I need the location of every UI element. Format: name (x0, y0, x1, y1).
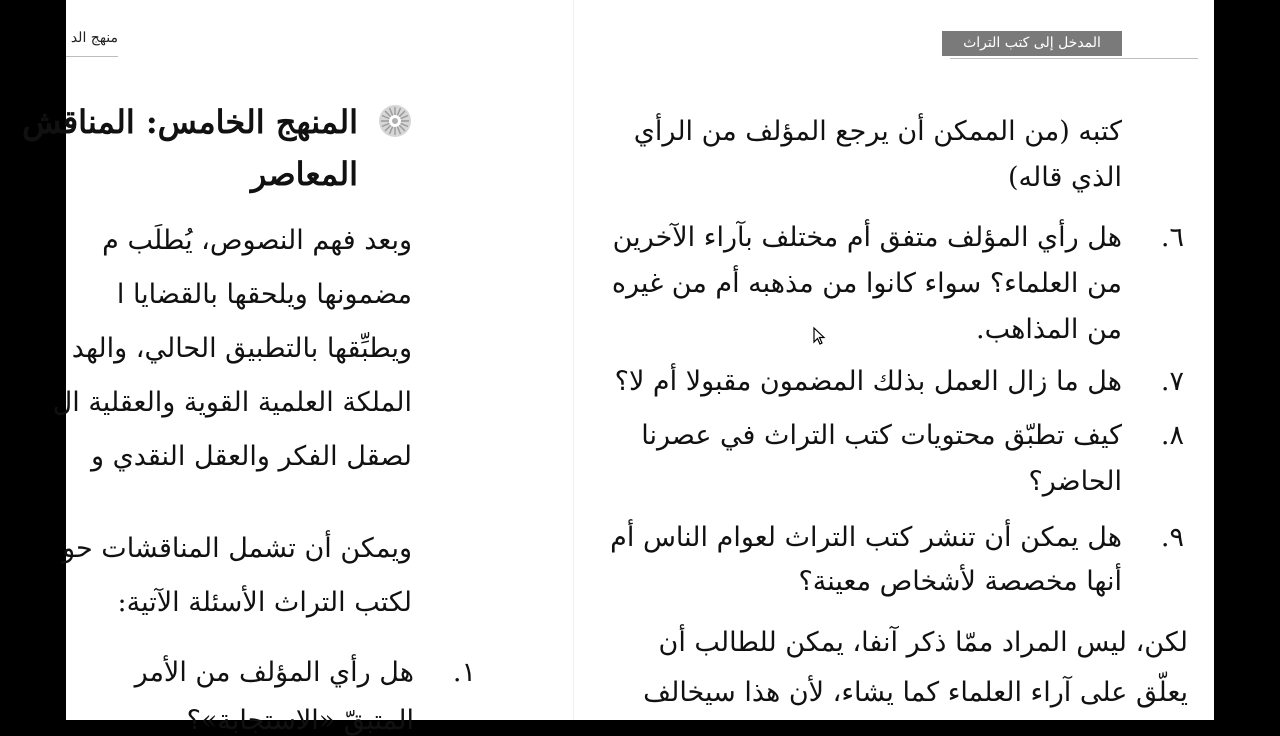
list-item-line: أنها مخصصة لأشخاص معينة؟ (798, 566, 1122, 597)
list-item-line: هل رأي المؤلف متفق أم مختلف بآراء الآخرين (612, 222, 1122, 253)
mouse-pointer-icon (813, 327, 825, 345)
list-number: ١. (452, 657, 476, 688)
list-number: ٧. (1160, 366, 1184, 397)
list-item-line: من العلماء؟ سواء كانوا من مذهبه أم من غيره (611, 268, 1122, 299)
list-item-line: هل ما زال العمل بذلك المضمون مقبولا أم لا؟ (614, 366, 1122, 397)
list-number: ٩. (1160, 522, 1184, 553)
section-title (22, 96, 358, 200)
paragraph-line: وبعد فهم النصوص، يُطلَب م (102, 225, 412, 256)
list-item-line: الحاضر؟ (1028, 466, 1122, 497)
list-item-line: هل يمكن أن تنشر كتب التراث لعوام الناس أم (610, 522, 1122, 553)
list-item-line: المتبقّ «الاستجابة»؟ (186, 705, 414, 736)
right-running-header: المدخل إلى كتب التراث (942, 31, 1122, 56)
section-title-line: المنهج الخامس: المناقش (22, 103, 358, 141)
right-page (574, 0, 1214, 720)
list-number: ٦. (1160, 222, 1184, 253)
left-page (22, 0, 574, 736)
paragraph-line: لكتب التراث الأسئلة الآتية: (117, 587, 412, 618)
paragraph-line: يعلّق على آراء العلماء كما يشاء، لأن هذا سيخالف (643, 677, 1188, 708)
right-header-rule (950, 58, 1198, 59)
section-title-line: المعاصر (250, 155, 358, 193)
paragraph-line: ويمكن أن تشمل المناقشات حو (62, 533, 412, 564)
paragraph-line: لكن، ليس المراد ممّا ذكر آنفا، يمكن للطالب أن (658, 627, 1188, 658)
paragraph-line: الملكة العلمية القوية والعقلية ال (52, 387, 412, 418)
list-item-line: كيف تطبّق محتويات كتب التراث في عصرنا (641, 420, 1122, 451)
paragraph-line: الذي قاله) (1008, 162, 1122, 193)
paragraph-line: كتبه (من الممكن أن يرجع المؤلف من الرأي (633, 116, 1122, 147)
paragraph-line: ويطبِّقها بالتطبيق الحالي، والهد (71, 333, 412, 364)
book-spread (22, 0, 1214, 736)
list-item-line: من المذاهب. (976, 314, 1122, 345)
list-item-line: هل رأي المؤلف من الأمر (134, 657, 414, 688)
rosette-ornament-icon (378, 104, 412, 138)
left-header-rule (66, 56, 118, 57)
paragraph-line: مضمونها ويلحقها بالقضايا ا (116, 279, 412, 310)
paragraph-line: لصقل الفكر والعقل النقدي و (90, 441, 412, 472)
left-running-header: منهج الد (70, 30, 118, 46)
list-number: ٨. (1160, 420, 1184, 451)
